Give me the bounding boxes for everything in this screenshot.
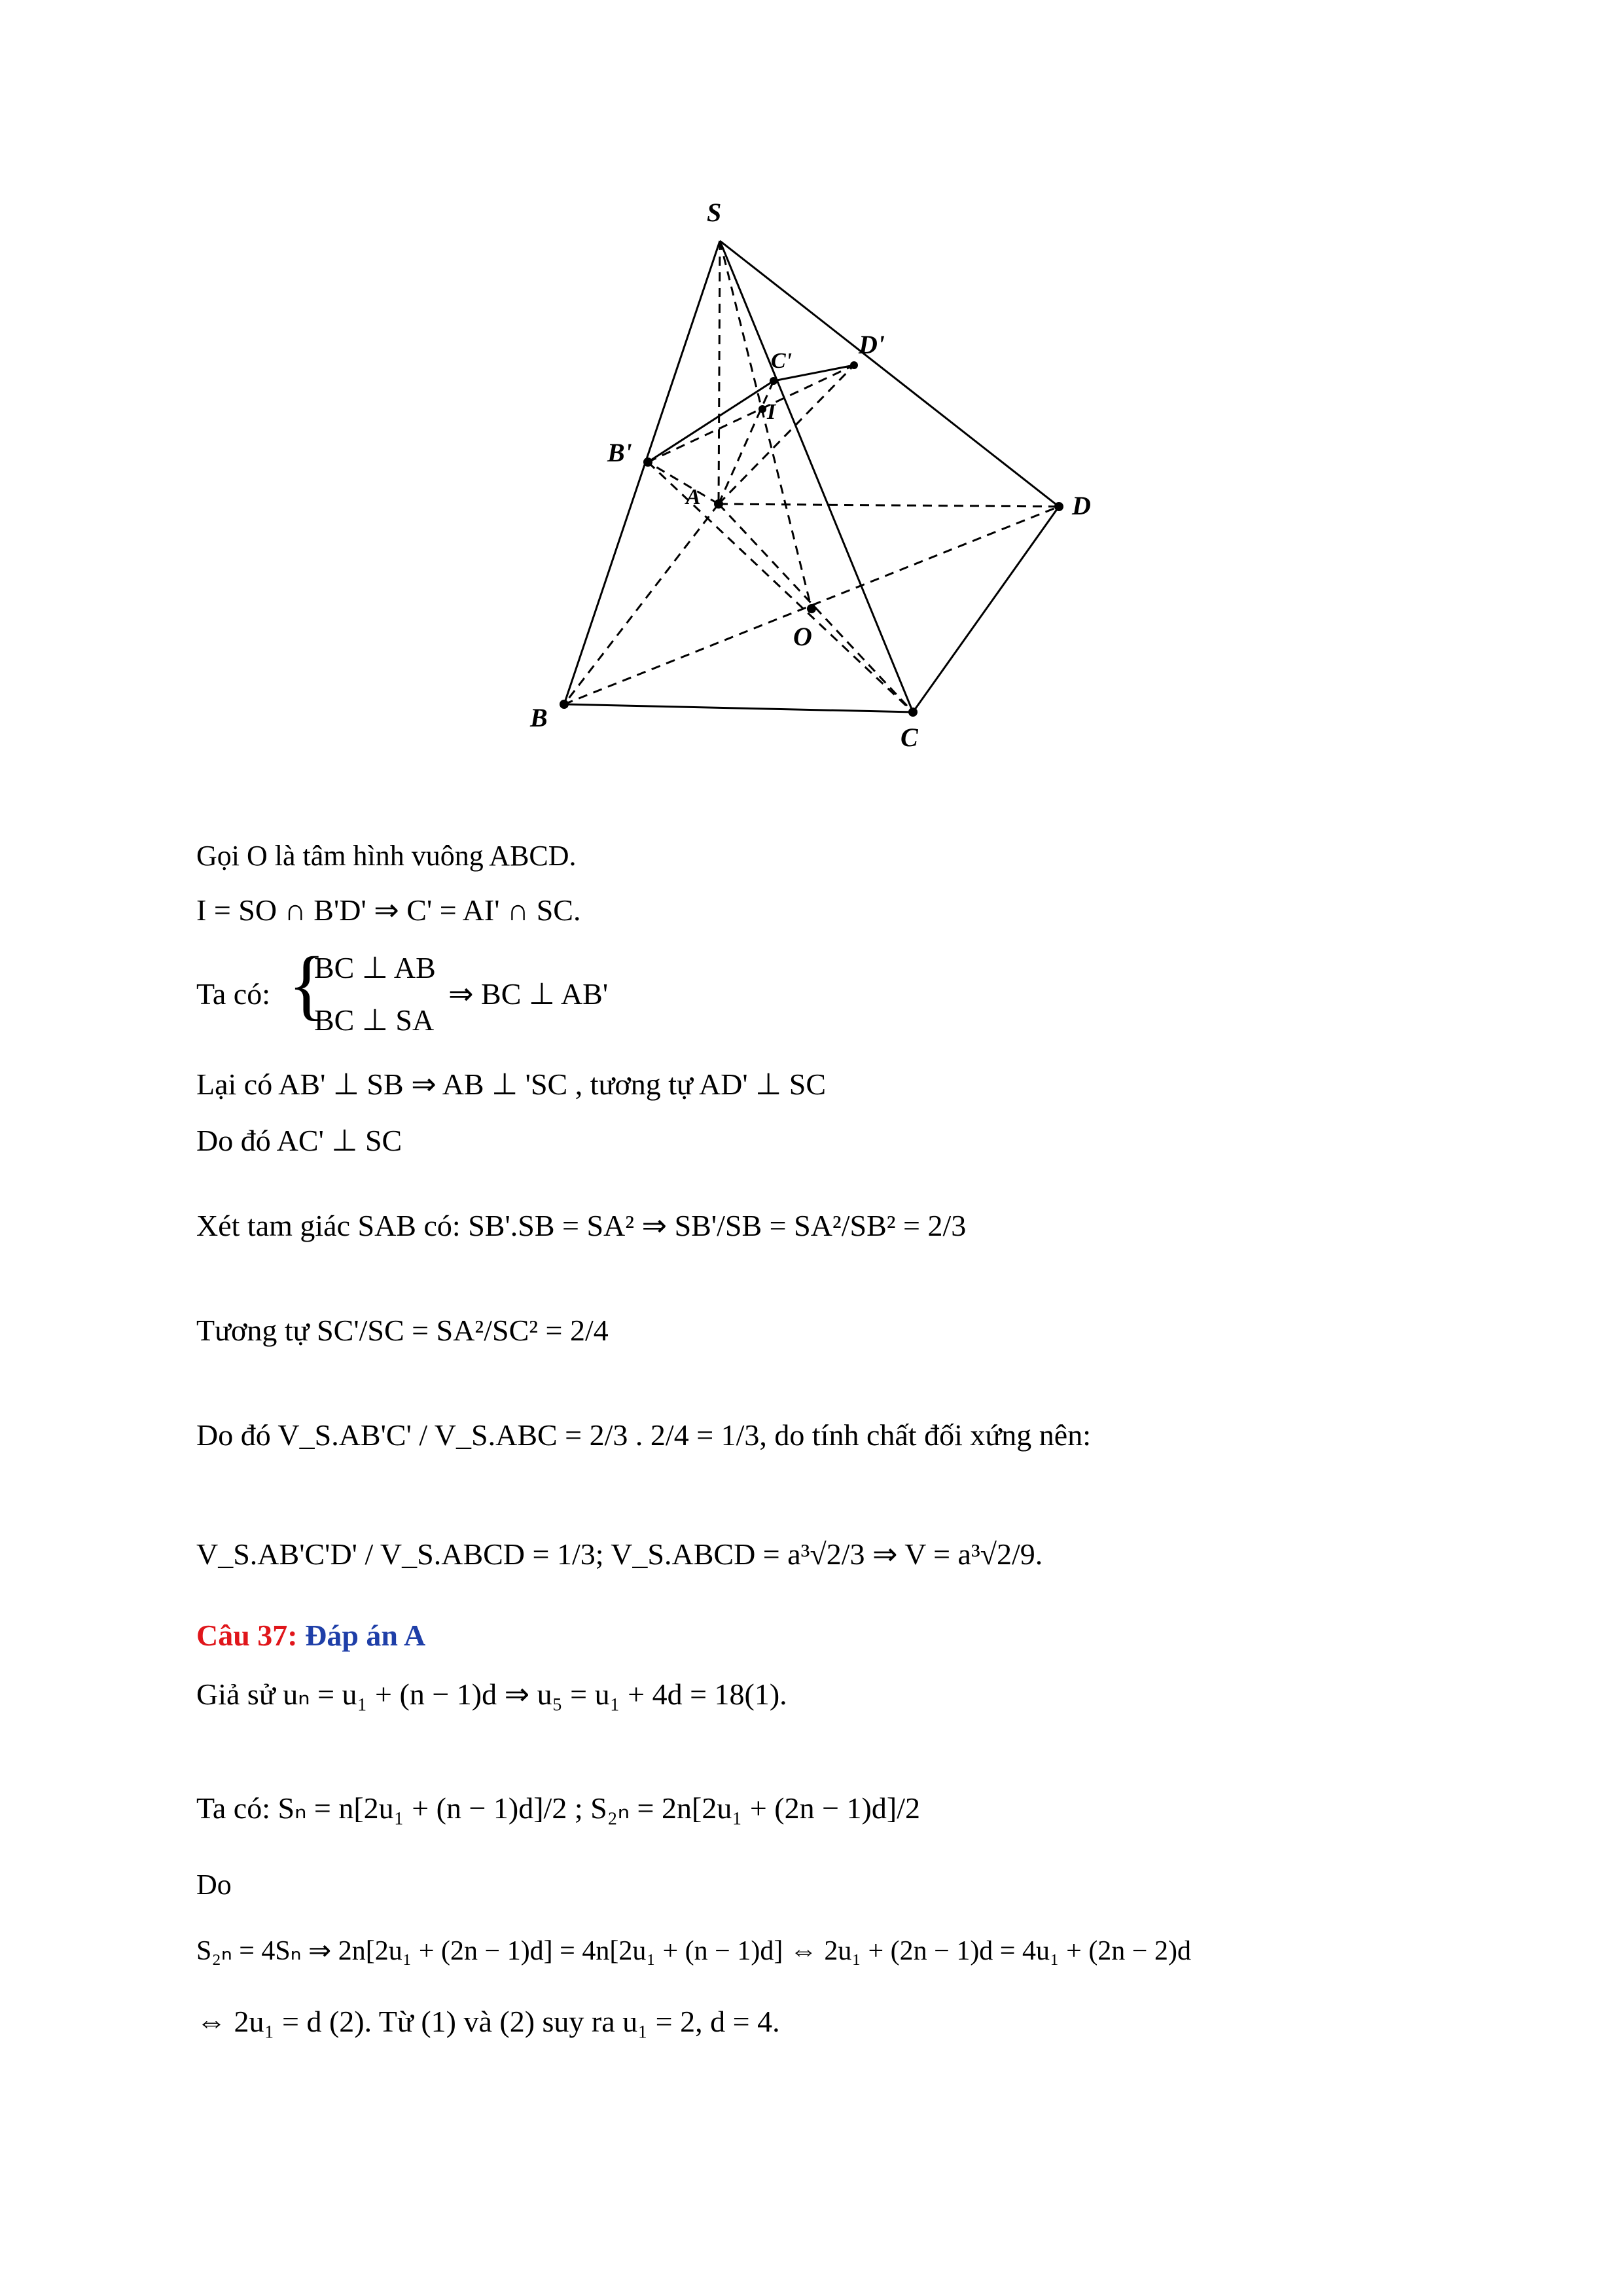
point-Cp — [770, 377, 777, 385]
solution-line-2: I = SO ∩ B'D' ⇒ C' = AI' ∩ SC. — [196, 893, 581, 927]
q37-line-2: Ta có: Sₙ = n[2u₁ + (n − 1)d]/2 ; S₂ₙ = 2n[2u₁ + (2n − 1)d]/2 — [196, 1791, 920, 1825]
solution-line-4: Lại có AB' ⊥ SB ⇒ AB ⊥ 'SC , tương tự AD' ⊥ SC — [196, 1067, 827, 1101]
solution-line-5: Do đó AC' ⊥ SC — [196, 1124, 402, 1157]
label-O: O — [793, 622, 812, 651]
point-Dp — [850, 361, 858, 369]
label-Dp: D' — [859, 330, 885, 359]
point-C — [908, 708, 918, 717]
point-Bp — [643, 457, 652, 467]
point-O — [807, 604, 816, 613]
solution-line-6: Xét tam giác SAB có: SB'.SB = SA² ⇒ SB'/SB = SA²/SB² = 2/3 — [196, 1209, 967, 1242]
edge-AD — [719, 504, 1059, 507]
edge-BC — [564, 704, 913, 712]
edge-CD — [913, 507, 1059, 712]
edge-A-Dp — [719, 365, 854, 504]
edge-SD — [720, 241, 1059, 507]
label-A: A — [686, 485, 701, 509]
solution-line-7: Tương tự SC'/SC = SA²/SC² = 2/4 — [196, 1314, 609, 1347]
label-I: I — [767, 400, 776, 424]
system-result: ⇒ BC ⊥ AB' — [448, 977, 609, 1011]
answer-label: Đáp án A — [305, 1619, 426, 1652]
q37-line-5: ⇔ 2u₁ = d (2). Từ (1) và (2) suy ra u₁ = 2, d = 4. — [196, 2005, 780, 2038]
question-37-heading — [196, 1621, 425, 1651]
solution-line-8: Do đó V_S.AB'C' / V_S.ABC = 2/3 . 2/4 = 1/3, do tính chất đối xứng nên: — [196, 1418, 1091, 1452]
label-S: S — [707, 198, 722, 227]
edge-Bp-Cp — [648, 381, 774, 462]
label-D: D — [1072, 491, 1091, 520]
ta-co-label: Ta có: — [196, 977, 271, 1011]
label-Cp: C' — [771, 349, 793, 373]
label-Bp: B' — [607, 438, 632, 467]
point-A — [714, 499, 723, 509]
edge-A-Bp — [648, 462, 719, 504]
q37-line-1: Giả sử uₙ = u₁ + (n − 1)d ⇒ u₅ = u₁ + 4d = 18(1). — [196, 1677, 787, 1711]
pyramid-figure — [510, 183, 1139, 772]
q37-line-4: S₂ₙ = 4Sₙ ⇒ 2n[2u₁ + (2n − 1)d] = 4n[2u₁ + (n − 1)d] ⇔ 2u₁ + (2n − 1)d = 4u₁ + (2n − 2)d — [196, 1936, 1191, 1966]
question-number: Câu 37: — [196, 1619, 298, 1652]
edge-SB — [564, 241, 720, 704]
edge-SA — [719, 241, 720, 504]
solution-line-1: Gọi O là tâm hình vuông ABCD. — [196, 840, 577, 872]
system-eq-2: BC ⊥ SA — [314, 1003, 435, 1037]
system-brace: { — [288, 941, 326, 1028]
q37-line-3: Do — [196, 1869, 232, 1901]
label-C: C — [901, 723, 918, 752]
system-eq-1: BC ⊥ AB — [314, 951, 436, 984]
point-I — [758, 405, 766, 413]
point-D — [1054, 502, 1063, 511]
edge-SC — [720, 241, 913, 712]
label-B: B — [530, 703, 548, 732]
point-B — [560, 700, 569, 709]
edge-Bp-Dp — [648, 365, 854, 462]
solution-line-9: V_S.AB'C'D' / V_S.ABCD = 1/3; V_S.ABCD = a³√2/3 ⇒ V = a³√2/9. — [196, 1537, 1043, 1571]
